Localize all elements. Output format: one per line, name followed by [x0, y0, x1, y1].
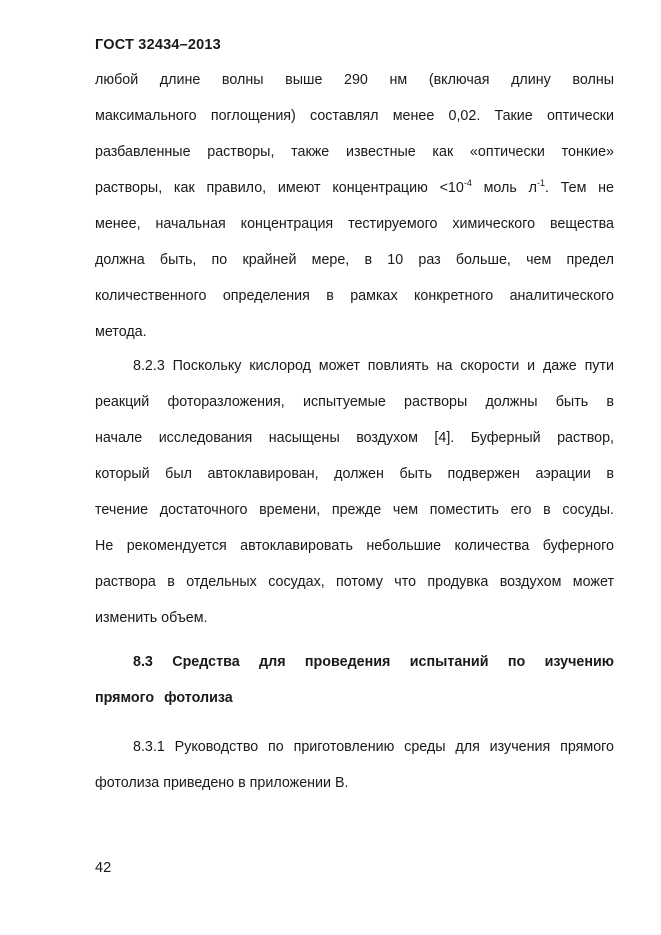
text-line: менее, начальная концентрация тестируемого химического вещества — [95, 216, 614, 232]
section-heading-8-3 — [95, 652, 614, 724]
text-line: метода. — [95, 324, 147, 340]
document-header: ГОСТ 32434–2013 — [95, 37, 221, 53]
text-line: количественного определения в рамках конкретного аналитического — [95, 288, 614, 304]
page-number: 42 — [95, 860, 112, 876]
text-line: 8.3.1 Руководство по приготовлению среды для изучения прямого — [133, 739, 614, 755]
text-line: который был автоклавирован, должен быть подвержен аэрации в — [95, 466, 614, 482]
paragraph-8-3-1 — [95, 737, 614, 809]
text-fragment: растворы, как правило, имеют концентрацию <10 — [95, 180, 464, 196]
superscript: -1 — [536, 178, 545, 189]
text-line: течение достаточного времени, прежде чем поместить его в сосуды. — [95, 502, 614, 518]
text-line-with-superscripts — [95, 178, 614, 214]
text-line: Не рекомендуется автоклавировать небольшие количества буферного — [95, 538, 614, 554]
paragraph-8-2-3 — [95, 356, 614, 644]
text-fragment: . Тем не — [544, 180, 614, 196]
superscript: -4 — [463, 178, 472, 189]
text-line: разбавленные растворы, также известные как «оптически тонкие» — [95, 144, 614, 160]
text-line: изменить объем. — [95, 610, 208, 626]
text-line: 8.2.3 Поскольку кислород может повлиять на скорости и даже пути — [133, 358, 614, 374]
text-fragment: моль л — [471, 180, 537, 196]
text-line: начале исследования насыщены воздухом [4]. Буферный раствор, — [95, 430, 614, 446]
text-line: любой длине волны выше 290 нм (включая длину волны — [95, 72, 614, 88]
paragraph-continuation — [95, 70, 614, 358]
text-line: максимального поглощения) составлял менее 0,02. Такие оптически — [95, 108, 614, 124]
text-line: фотолиза приведено в приложении В. — [95, 775, 349, 791]
text-line: реакций фоторазложения, испытуемые растворы должны быть в — [95, 394, 614, 410]
heading-line: 8.3 Средства для проведения испытаний по изучению — [133, 654, 614, 670]
heading-line: прямого фотолиза — [95, 690, 233, 706]
text-line: раствора в отдельных сосудах, потому что продувка воздухом может — [95, 574, 614, 590]
text-line: должна быть, по крайней мере, в 10 раз больше, чем предел — [95, 252, 614, 268]
